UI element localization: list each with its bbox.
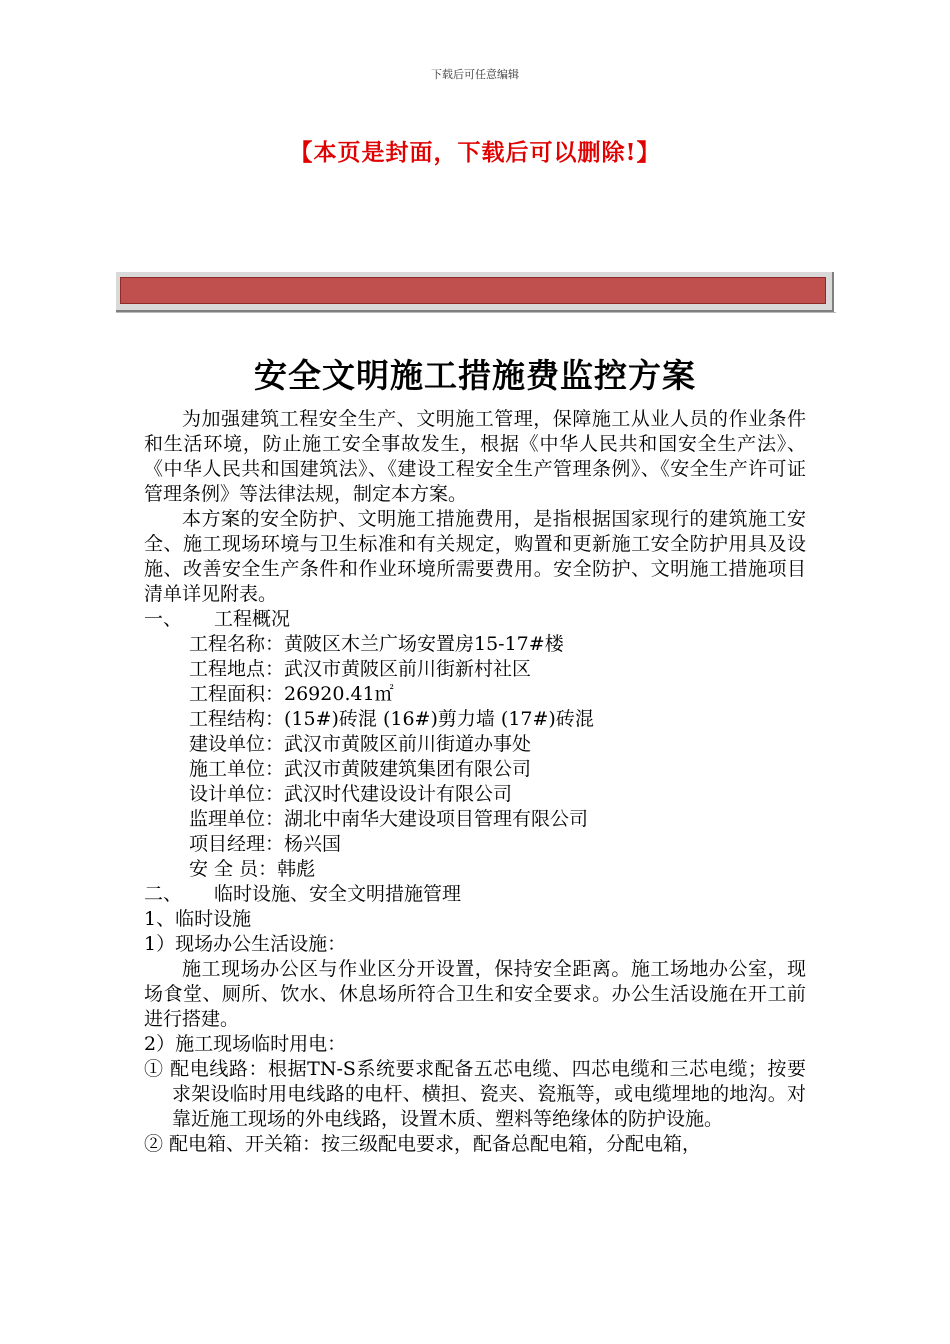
header-note: 下载后可任意编辑 (431, 68, 519, 81)
project-info-item: 建设单位：武汉市黄陂区前川街道办事处 (189, 733, 532, 755)
project-info-item: 工程结构：(15#)砖混 (16#)剪力墙 (17#)砖混 (189, 708, 594, 730)
project-info-item: 安 全 员：韩彪 (189, 858, 316, 880)
paragraph-intro: 为加强建筑工程安全生产、文明施工管理，保障施工从业人员的作业条件和生活环境，防止施工安全事故发生，根据《中华人民共和国安全生产法》、《中华人民共和国建筑法》、《建设工程安全生产管理条例》、《安全生产许可证管理条例》等法律法规，制定本方案。 (144, 408, 806, 505)
project-info-item: 施工单位：武汉市黄陂建筑集团有限公司 (189, 758, 532, 780)
paragraph-scope: 本方案的安全防护、文明施工措施费用，是指根据国家现行的建筑施工安全、施工现场环境与卫生标准和有关规定，购置和更新施工安全防护用具及设施、改善安全生产条件和作业环境所需要费用。安全防护、文明施工措施项目清单详见附表。 (144, 508, 806, 605)
banner-underline (116, 312, 836, 313)
document-title: 安全文明施工措施费监控方案 (254, 356, 696, 395)
project-info-item: 监理单位：湖北中南华大建设项目管理有限公司 (189, 808, 589, 830)
list-item-wiring: ① 配电线路：根据TN-S系统要求配备五芯电缆、四芯电缆和三芯电缆；按要求架设临时用电线路的电杆、横担、瓷夹、瓷瓶等，或电缆埋地的地沟。对靠近施工现场的外电线路，设置木质、塑料等绝缘体的防护设施。 (144, 1058, 806, 1130)
project-info-item: 设计单位：武汉时代建设设计有限公司 (189, 783, 513, 805)
subheading-temporary-facilities: 1、临时设施 (144, 908, 252, 930)
section-number: 二、 (144, 883, 183, 905)
project-info-item: 项目经理：杨兴国 (189, 833, 342, 855)
section-heading-1 (144, 607, 806, 632)
section-heading-2 (144, 882, 806, 907)
project-info-item: 工程名称：黄陂区木兰广场安置房15-17#楼 (189, 633, 564, 655)
project-info-item: 工程地点：武汉市黄陂区前川街新村社区 (189, 658, 532, 680)
section-number: 一、 (144, 608, 183, 630)
section-title: 临时设施、安全文明措施管理 (214, 883, 462, 905)
cover-note: 【本页是封面，下载后可以删除!】 (289, 139, 661, 166)
section-title: 工程概况 (214, 608, 291, 630)
title-banner (116, 272, 834, 312)
subheading-office-facilities: 1）现场办公生活设施： (144, 933, 347, 955)
paragraph-office: 施工现场办公区与作业区分开设置，保持安全距离。施工场地办公室，现场食堂、厕所、饮水、休息场所符合卫生和安全要求。办公生活设施在开工前进行搭建。 (144, 958, 806, 1030)
document-body (144, 407, 806, 1157)
subheading-temporary-power: 2）施工现场临时用电： (144, 1033, 347, 1055)
list-item-distribution-box: ② 配电箱、开关箱：按三级配电要求，配备总配电箱，分配电箱， (144, 1133, 702, 1155)
project-info-item: 工程面积：26920.41㎡ (189, 683, 394, 705)
title-banner-fill (120, 277, 826, 304)
